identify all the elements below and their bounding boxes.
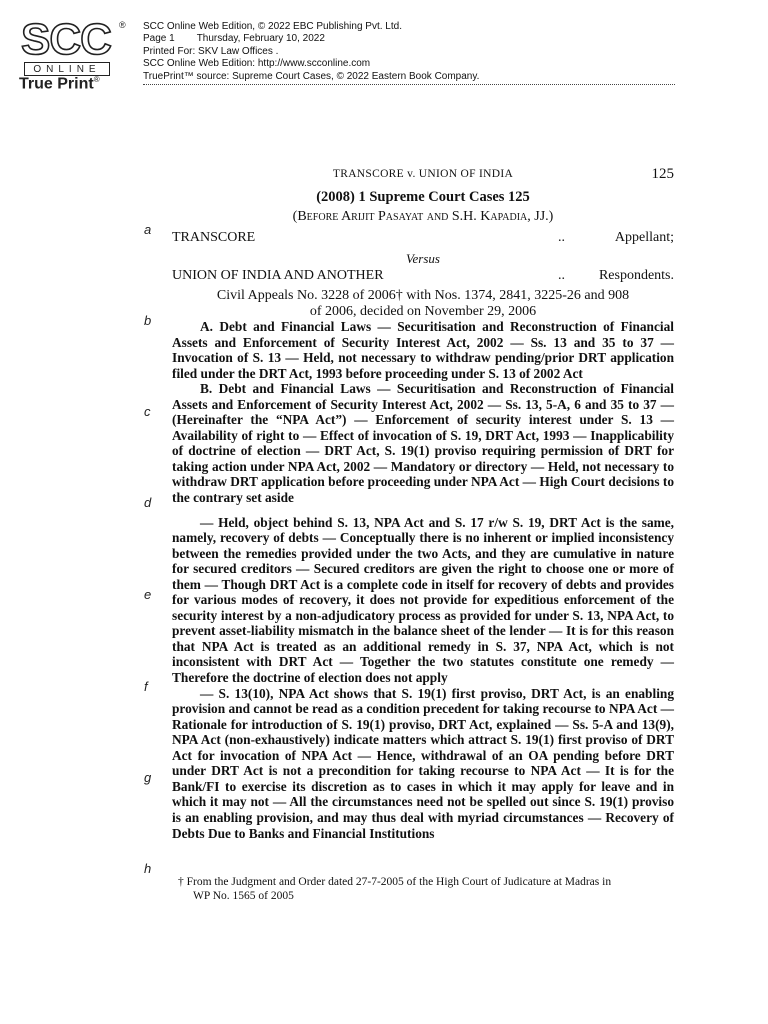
margin-letter: f	[144, 679, 148, 694]
margin-letter: g	[144, 770, 152, 785]
margin-letter: d	[144, 495, 152, 510]
footnote-line-1: † From the Judgment and Order dated 27-7-2005 of the High Court of Judicature at Madras in	[178, 876, 612, 888]
logo-product-name: True Print	[19, 75, 94, 93]
bench: (Before Arijit Pasayat and S.H. Kapadia, JJ.)	[292, 209, 554, 224]
respondent-name: UNION OF INDIA AND ANOTHER	[172, 268, 384, 283]
header-page-date	[143, 33, 479, 45]
running-title: TRANSCORE v. UNION OF INDIA	[332, 168, 514, 180]
margin-letter: c	[144, 404, 151, 419]
versus: Versus	[406, 251, 440, 266]
appeal-line-2: of 2006, decided on November 29, 2006	[309, 303, 537, 319]
appeal-details	[172, 288, 674, 319]
scc-online-logo	[17, 15, 126, 93]
footnote-line-2: WP No. 1565 of 2005	[193, 889, 294, 902]
product-mark: ®	[93, 75, 100, 84]
header-page-label: Page 1	[143, 33, 175, 45]
headnote-a: A. Debt and Financial Laws — Securitisation and Reconstruction of Financial Assets and Enforcement of Security Interest Act, 2002 — Ss. 13 and 35 to 37 — Invocation of S. 13 — Held, not necessary to withdraw pending/prior DRT application filed under the DRT Act, 1993 before proceeding under S. 13 of 2002 Act	[172, 319, 674, 381]
header-printed-for: Printed For: SKV Law Offices .	[143, 45, 279, 57]
margin-letter: h	[144, 861, 152, 876]
headnote-b: B. Debt and Financial Laws — Securitisation and Reconstruction of Financial Assets and Enforcement of Security Interest Act, 2002 — Ss. 13, 5-A, 6 and 35 to 37 — (Hereinafter the “NPA Act”) — Enforcement of security interest under S. 13 — Availability of right to — Effect of invocation of S. 19, DRT Act, 1993 — Inapplicability of doctrine of election — DRT Act, S. 19(1) proviso requiring permission of DRT for taking action under NPA Act, 2002 — Mandatory or directory — Held, not necessary to withdraw DRT application before proceeding under NPA Act — High Court decisions to the contrary set aside	[172, 381, 674, 506]
margin-letter: e	[144, 587, 152, 602]
header-web-edition: SCC Online Web Edition: http://www.scconline.com	[143, 58, 371, 70]
respondent-line	[172, 268, 674, 286]
header-source: TruePrint™ source: Supreme Court Cases, © 2022 Eastern Book Company.	[143, 70, 480, 82]
logo-online-label: ONLINE	[24, 62, 110, 76]
appellant-name: TRANSCORE	[172, 230, 256, 245]
print-header	[143, 21, 479, 83]
margin-letter: b	[144, 313, 152, 328]
appellant-line	[172, 230, 674, 248]
registered-mark: ®	[119, 20, 126, 30]
logo-true-print	[19, 75, 100, 93]
headnotes	[172, 319, 674, 841]
headnote-held: — Held, object behind S. 13, NPA Act and S. 17 r/w S. 19, DRT Act is the same, namely, recovery of debts — Conceptually there is no inherent or implied inconsistency between the remedies provided under the two Acts, and they are cumulative in nature for secured creditors — Secured creditors are given the right to choose one or more of them — Though DRT Act is a complete code in itself for recovery of debts and provides for various modes of recovery, it does not provide for expeditious enforcement of the security interest by a non-adjudicatory process as provided for under S. 13, NPA Act, to prevent asset-liability mismatch in the balance sheet of the lender — It is for this reason that NPA Act is treated as an additional remedy in S. 37, NPA Act, which is not inconsistent with DRT Act — Together the two statutes constitute one remedy — Therefore the doctrine of election does not apply	[172, 514, 674, 686]
page-number: 125	[651, 166, 674, 182]
header-date: Thursday, February 10, 2022	[196, 33, 325, 45]
appellant-dots: ..	[558, 230, 565, 245]
footnote	[178, 876, 674, 903]
running-head	[172, 168, 674, 186]
appeal-line-1: Civil Appeals No. 3228 of 2006† with Nos. 1374, 2841, 3225-26 and 908	[216, 288, 630, 303]
case-citation: (2008) 1 Supreme Court Cases 125	[316, 189, 530, 205]
margin-letter: a	[144, 222, 152, 237]
header-divider	[143, 84, 675, 85]
logo-brand: SCC	[21, 15, 111, 64]
respondent-role: Respondents.	[598, 268, 674, 283]
headnote-s13-10: — S. 13(10), NPA Act shows that S. 19(1) first proviso, DRT Act, is an enabling provision and cannot be read as a condition precedent for taking recourse to NPA Act — Rationale for introduction of S. 19(1) proviso, DRT Act, explained — Ss. 5-A and 13(9), NPA Act (non-exhaustively) indicate matters which attract S. 19(1) first proviso of DRT Act for invocation of NPA Act — Hence, withdrawal of an OA pending before DRT under DRT Act is not a precondition for taking recourse to NPA Act — It is for the Bank/FI to exercise its discretion as to cases in which it may apply for leave and in which it may not — All the circumstances need not be spelled out since S. 19(1) proviso is an enabling provision, and may thus deal with myriad circumstances — Recovery of Debts Due to Banks and Financial Institutions	[172, 685, 674, 841]
header-edition: SCC Online Web Edition, © 2022 EBC Publishing Pvt. Ltd.	[143, 21, 402, 32]
respondent-dots: ..	[558, 268, 565, 283]
appellant-role: Appellant;	[614, 230, 674, 245]
